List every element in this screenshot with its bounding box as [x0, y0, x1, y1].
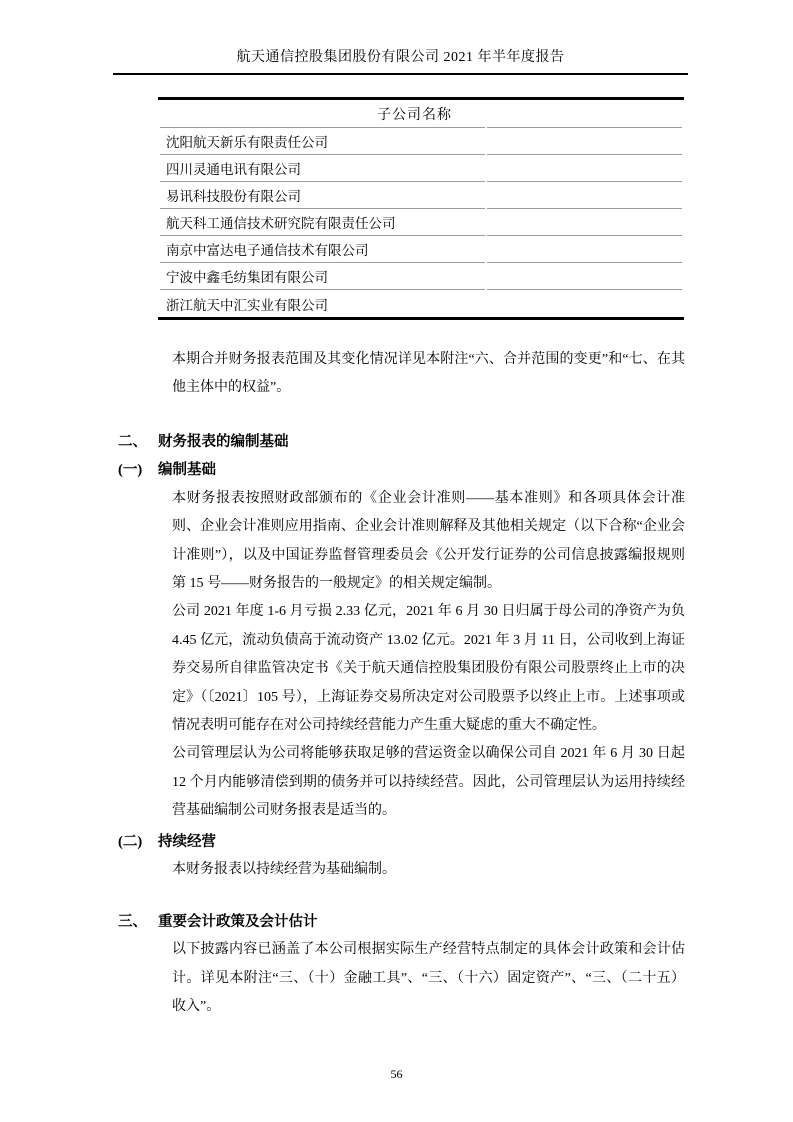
body-paragraph: 以下披露内容已涵盖了本公司根据实际生产经营特点制定的具体会计政策和会计估计。详见本附注“三、（十）金融工具”、“三、（十六）固定资产”、“三、（二十五）收入”。	[172, 942, 685, 1015]
table-row	[160, 236, 682, 263]
empty-cell	[487, 263, 682, 290]
table-header-row	[160, 100, 682, 128]
section-title: 重要会计政策及会计估计	[158, 914, 318, 930]
subsection-number: (一)	[118, 462, 143, 479]
subsection-title: 编制基础	[158, 462, 216, 479]
empty-cell	[487, 236, 682, 263]
table-row	[160, 128, 682, 155]
body-paragraph: 本财务报表按照财政部颁布的《企业会计准则——基本准则》和各项具体会计准则、企业会计准则应用指南、企业会计准则解释及其他相关规定（以下合称“企业会计准则”），以及中国证券监督管理委员会《公开发行证券的公司信息披露编报规则第 15 号——财务报告的一般规定》的相关规定编制。	[172, 490, 685, 592]
body-paragraph: 本财务报表以持续经营为基础编制。	[172, 862, 396, 878]
empty-cell	[487, 128, 682, 155]
section-heading	[0, 908, 793, 936]
section-number: 三、	[118, 914, 147, 930]
table-row	[160, 263, 682, 290]
section-number: 二、	[118, 434, 147, 450]
body-paragraph: 公司 2021 年度 1-6 月亏损 2.33 亿元，2021 年 6 月 30 日归属于母公司的净资产为负 4.45 亿元，流动负债高于流动资产 13.02 亿元。2021 年 3 月 11 日，公司收到上海证券交易所自律监管决定书《关于航天通信控股集团股份有限公司股票终止上市的决定》（〔2021〕105 号），上海证券交易所决定对公司股票予以终止上市。上述事项或情况表明可能存在对公司持续经营能力产生重大疑虑的重大不确定性。	[172, 604, 685, 734]
subsection-heading	[0, 828, 793, 856]
intro-paragraph: 本期合并财务报表范围及其变化情况详见本附注“六、合并范围的变更”和“七、在其他主体中的权益”。	[172, 352, 685, 396]
table-row	[160, 209, 682, 236]
subsection-heading	[0, 456, 793, 484]
section-going-concern	[0, 828, 793, 885]
empty-cell	[487, 155, 682, 182]
empty-cell	[487, 209, 682, 236]
subsidiary-name-cell: 南京中富达电子通信技术有限公司	[160, 236, 485, 263]
table-header-subsidiary-name: 子公司名称	[160, 100, 485, 128]
section-title: 财务报表的编制基础	[158, 434, 289, 450]
table-row	[160, 155, 682, 182]
table-row	[160, 290, 682, 317]
subsidiary-name-cell: 航天科工通信技术研究院有限责任公司	[160, 209, 485, 236]
page-header	[113, 48, 688, 75]
section-accounting-policies	[0, 908, 793, 1022]
subsidiary-name-cell: 宁波中鑫毛纺集团有限公司	[160, 263, 485, 290]
empty-cell	[487, 182, 682, 209]
subsection-number: (二)	[118, 834, 143, 850]
subsidiary-name-cell: 浙江航天中汇实业有限公司	[166, 297, 328, 313]
subsidiary-name-cell: 易讯科技股份有限公司	[160, 182, 485, 209]
subsidiary-name-cell: 沈阳航天新乐有限责任公司	[160, 128, 485, 155]
subsection-title: 持续经营	[158, 834, 216, 850]
empty-cell	[487, 290, 682, 317]
section-basis-of-preparation	[0, 428, 793, 826]
body-paragraph: 公司管理层认为公司将能够获取足够的营运资金以确保公司自 2021 年 6 月 30 日起 12 个月内能够清偿到期的债务并可以持续经营。因此，公司管理层认为运用持续经营基础编制公司财务报表是适当的。	[172, 746, 685, 819]
subsidiary-name-cell: 四川灵通电讯有限公司	[160, 155, 485, 182]
page-number: 56	[390, 1067, 403, 1081]
section-heading	[0, 428, 793, 456]
report-title: 航天通信控股集团股份有限公司 2021 年半年度报告	[236, 50, 565, 65]
table-header-empty-cell	[487, 100, 682, 128]
subsidiaries-table	[158, 97, 684, 320]
table-row	[160, 182, 682, 209]
